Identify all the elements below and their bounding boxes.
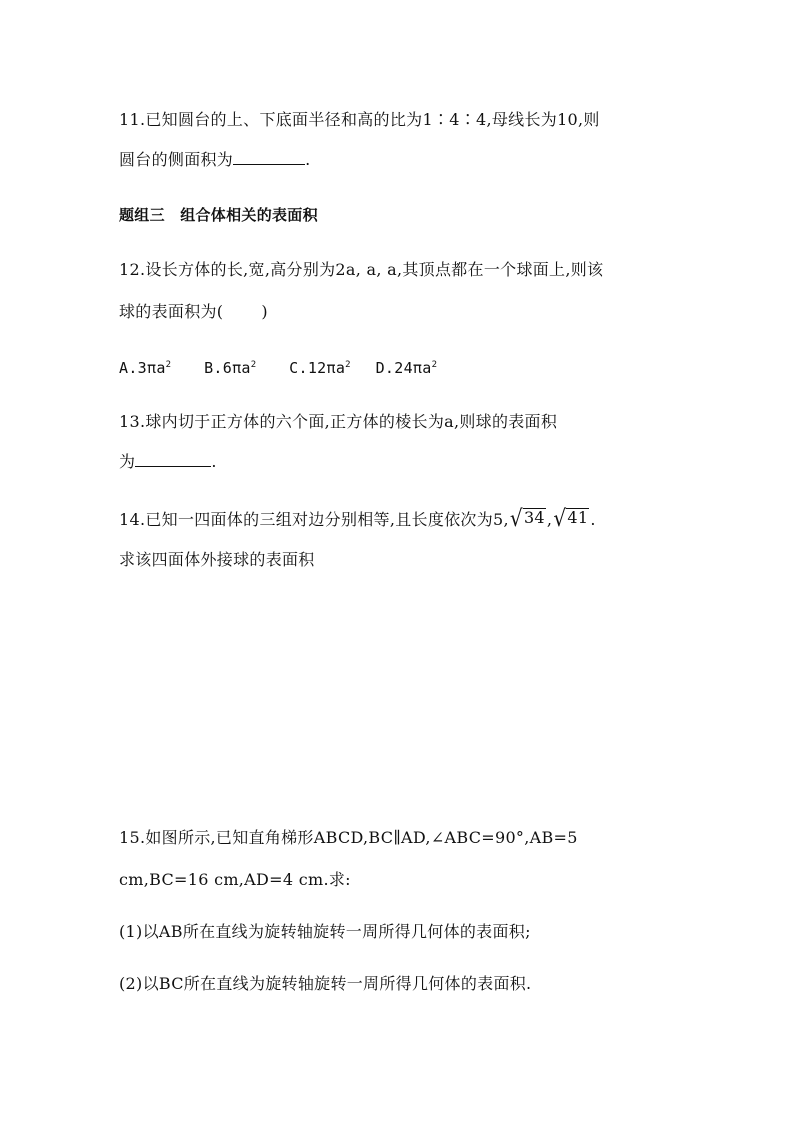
q12-suffix: ) [261, 302, 268, 321]
option-c: $C.12\pi a^2$ [289, 359, 351, 377]
q13-answer-blank [135, 452, 211, 467]
sqrt-34: √ 34 [509, 504, 545, 532]
q12-options [119, 358, 437, 378]
q12-line2 [119, 302, 268, 322]
q14-line2: 求该四面体外接球的表面积 [119, 550, 315, 569]
q11-answer-blank [233, 150, 305, 165]
sqrt-41: √ 41 [553, 504, 589, 532]
option-a: $A.3\pi a^2$ [119, 359, 172, 377]
q12-prefix: 球的表面积为( [119, 302, 224, 321]
q14-line1: 14.已知一四面体的三组对边分别相等,且长度依次为5, √ 34 , √ 41 . [119, 504, 596, 532]
q15-line1: 15.如图所示,已知直角梯形ABCD,BC∥AD,∠ABC=90°,AB=5 [119, 828, 578, 847]
q13-line2 [119, 452, 217, 472]
option-d: $D.24\pi a^2$ [375, 359, 438, 377]
q11-prefix: 圆台的侧面积为 [119, 150, 234, 169]
q15-line2: cm,BC=16 cm,AD=4 cm.求: [119, 870, 351, 889]
q13-prefix: 为 [119, 452, 136, 471]
q15-part1: (1)以AB所在直线为旋转轴旋转一周所得几何体的表面积; [119, 922, 531, 941]
q13-suffix: . [211, 452, 217, 471]
q11-line2 [119, 150, 311, 170]
section-heading: 题组三 组合体相关的表面积 [119, 206, 318, 224]
q12-line1: 12.设长方体的长,宽,高分别为2a, a, a,其顶点都在一个球面上,则该 [119, 260, 604, 279]
q15-part2: (2)以BC所在直线为旋转轴旋转一周所得几何体的表面积. [119, 974, 532, 993]
q13-line1: 13.球内切于正方体的六个面,正方体的棱长为a,则球的表面积 [119, 412, 558, 431]
q11-suffix: . [305, 150, 311, 169]
option-b: $B.6\pi a^2$ [204, 359, 257, 377]
q11-line1: 11.已知圆台的上、下底面半径和高的比为1∶4∶4,母线长为10,则 [119, 110, 600, 129]
q14-prefix: 14.已知一四面体的三组对边分别相等,且长度依次为5, [119, 510, 509, 529]
